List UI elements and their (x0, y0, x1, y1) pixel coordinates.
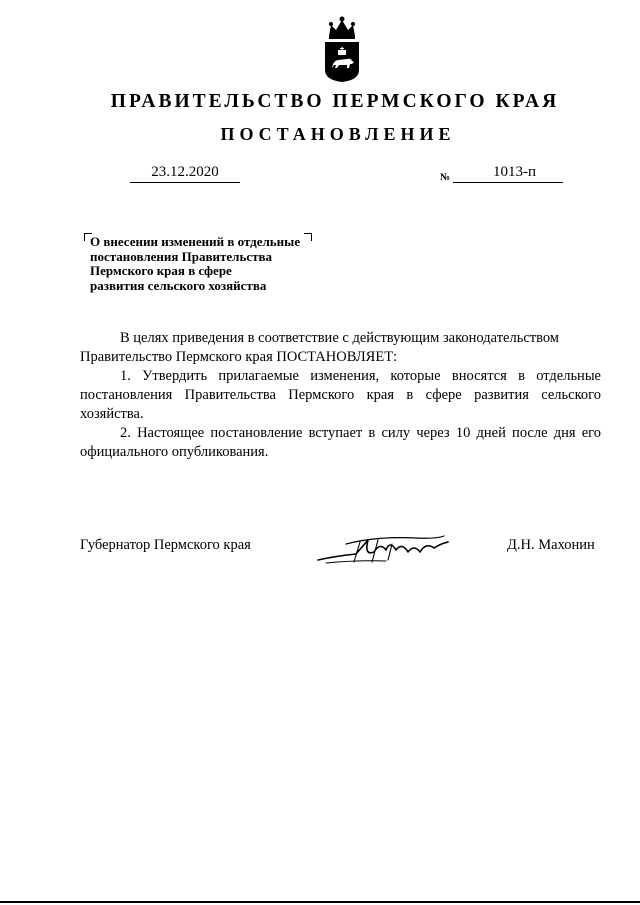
body-paragraph: В целях приведения в соответствие с действующим законодательством Правительство Пермского края ПОСТАНОВЛЯЕТ: (80, 330, 559, 365)
document-date: 23.12.2020 (130, 164, 240, 183)
government-title: ПРАВИТЕЛЬСТВО ПЕРМСКОГО КРАЯ (110, 91, 560, 112)
subject-line: постановления Правительства (90, 248, 272, 264)
page-bottom-border (0, 901, 640, 903)
handwritten-signature (316, 530, 450, 566)
number-sign: № (440, 172, 451, 183)
document-number: 1013-п (453, 164, 563, 183)
signer-name: Д.Н. Махонин (507, 537, 595, 553)
document-subject (90, 235, 350, 293)
body-paragraph: 2. Настоящее постановление вступает в силу через 10 дней после дня его официального опубликования. (80, 425, 601, 460)
subject-line: О внесении изменений в отдельные (90, 234, 301, 249)
subject-line: Пермского края в сфере (90, 263, 232, 278)
document-body (80, 329, 601, 462)
perm-krai-coat-of-arms-icon (321, 14, 363, 84)
document-type: ПОСТАНОВЛЕНИЕ (220, 124, 456, 144)
body-paragraph: 1. Утвердить прилагаемые изменения, которые вносятся в отдельные постановления Правительства Пермского края в сфере развития сельского хозяйства. (80, 368, 601, 422)
subject-line: развития сельского хозяйства (90, 277, 267, 293)
signer-title: Губернатор Пермского края (80, 537, 251, 553)
